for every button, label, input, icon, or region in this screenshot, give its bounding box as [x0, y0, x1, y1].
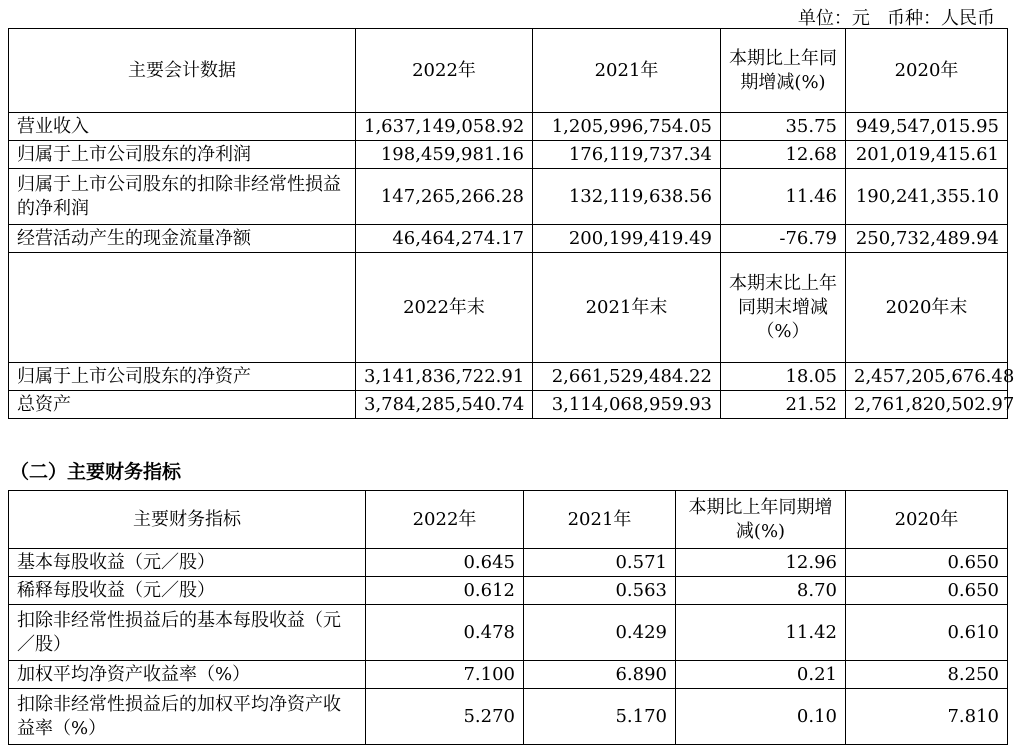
table-header-row	[9, 253, 1008, 363]
table-cell: 1,205,996,754.05	[533, 113, 721, 141]
table-cell: 3,784,285,540.74	[356, 391, 533, 419]
header-cell: 2021年	[533, 29, 721, 113]
table-header-row	[9, 491, 1008, 549]
table-cell: 6.890	[524, 661, 676, 689]
table-cell: 3,141,836,722.91	[356, 363, 533, 391]
table-header-row	[9, 29, 1008, 113]
table-cell: 0.645	[366, 549, 524, 577]
table-cell: 12.68	[721, 141, 846, 169]
row-label: 稀释每股收益（元／股）	[9, 577, 366, 605]
table-cell: 21.52	[721, 391, 846, 419]
table-cell: 0.478	[366, 605, 524, 661]
financial-indicators-table	[8, 490, 1008, 745]
table-cell: 7.100	[366, 661, 524, 689]
header-cell: 2021年末	[533, 253, 721, 363]
table-row	[9, 363, 1008, 391]
row-label: 扣除非经常性损益后的基本每股收益（元／股）	[9, 605, 366, 661]
accounting-data-table	[8, 28, 1015, 419]
table-cell: 0.429	[524, 605, 676, 661]
row-label: 加权平均净资产收益率（%）	[9, 661, 366, 689]
table-cell: 46,464,274.17	[356, 225, 533, 253]
table-cell: 0.650	[846, 577, 1008, 605]
table-row	[9, 605, 1008, 661]
header-cell: 2022年末	[356, 253, 533, 363]
section-title: （二）主要财务指标	[10, 461, 182, 483]
row-label: 扣除非经常性损益后的加权平均净资产收益率（%）	[9, 689, 366, 745]
table-cell: 0.650	[846, 549, 1008, 577]
header-cell: 2020年	[846, 29, 1008, 113]
table-cell: 200,199,419.49	[533, 225, 721, 253]
table-cell: 176,119,737.34	[533, 141, 721, 169]
header-cell: 主要财务指标	[9, 491, 366, 549]
table-cell: 0.612	[366, 577, 524, 605]
table-cell: 2,761,820,502.97	[846, 391, 1008, 419]
header-cell: 2020年末	[846, 253, 1008, 363]
table-row	[9, 141, 1008, 169]
unit-currency-note: 单位：元 币种：人民币	[797, 8, 995, 29]
table-row	[9, 225, 1008, 253]
row-label: 营业收入	[9, 113, 356, 141]
header-cell: 2021年	[524, 491, 676, 549]
table-cell: 18.05	[721, 363, 846, 391]
row-label: 归属于上市公司股东的扣除非经常性损益的净利润	[9, 169, 356, 225]
table-cell: 190,241,355.10	[846, 169, 1008, 225]
table-cell: 11.42	[676, 605, 846, 661]
header-cell: 2022年	[366, 491, 524, 549]
header-cell: 本期比上年同期增减(%)	[676, 491, 846, 549]
table-row	[9, 391, 1008, 419]
table-cell: 8.250	[846, 661, 1008, 689]
table-cell: 201,019,415.61	[846, 141, 1008, 169]
table-cell: 5.270	[366, 689, 524, 745]
table-cell: 35.75	[721, 113, 846, 141]
table-cell: 0.21	[676, 661, 846, 689]
table-cell: 3,114,068,959.93	[533, 391, 721, 419]
row-label: 基本每股收益（元／股）	[9, 549, 366, 577]
row-label: 总资产	[9, 391, 356, 419]
header-cell: 2020年	[846, 491, 1008, 549]
table-cell: 7.810	[846, 689, 1008, 745]
table-cell: 0.10	[676, 689, 846, 745]
table-cell: 132,119,638.56	[533, 169, 721, 225]
table-cell: 11.46	[721, 169, 846, 225]
table-row	[9, 113, 1008, 141]
table-row	[9, 577, 1008, 605]
row-label: 归属于上市公司股东的净资产	[9, 363, 356, 391]
table-cell: 5.170	[524, 689, 676, 745]
header-cell	[9, 253, 356, 363]
table-row	[9, 169, 1008, 225]
table-cell: 949,547,015.95	[846, 113, 1008, 141]
table-cell: 2,661,529,484.22	[533, 363, 721, 391]
table-cell: 250,732,489.94	[846, 225, 1008, 253]
table-cell: 0.571	[524, 549, 676, 577]
table-cell: 12.96	[676, 549, 846, 577]
table-row	[9, 689, 1008, 745]
table-cell: 0.563	[524, 577, 676, 605]
row-label: 归属于上市公司股东的净利润	[9, 141, 356, 169]
header-cell: 本期比上年同期增减(%)	[721, 29, 846, 113]
table-cell: 198,459,981.16	[356, 141, 533, 169]
table-row	[9, 549, 1008, 577]
header-cell: 本期末比上年同期末增减（%）	[721, 253, 846, 363]
table-cell: 147,265,266.28	[356, 169, 533, 225]
header-cell: 2022年	[356, 29, 533, 113]
table-row	[9, 661, 1008, 689]
table-cell: 0.610	[846, 605, 1008, 661]
table-cell: 8.70	[676, 577, 846, 605]
header-cell: 主要会计数据	[9, 29, 356, 113]
row-label: 经营活动产生的现金流量净额	[9, 225, 356, 253]
table-cell: 2,457,205,676.48	[846, 363, 1008, 391]
table-cell: -76.79	[721, 225, 846, 253]
table-cell: 1,637,149,058.92	[356, 113, 533, 141]
